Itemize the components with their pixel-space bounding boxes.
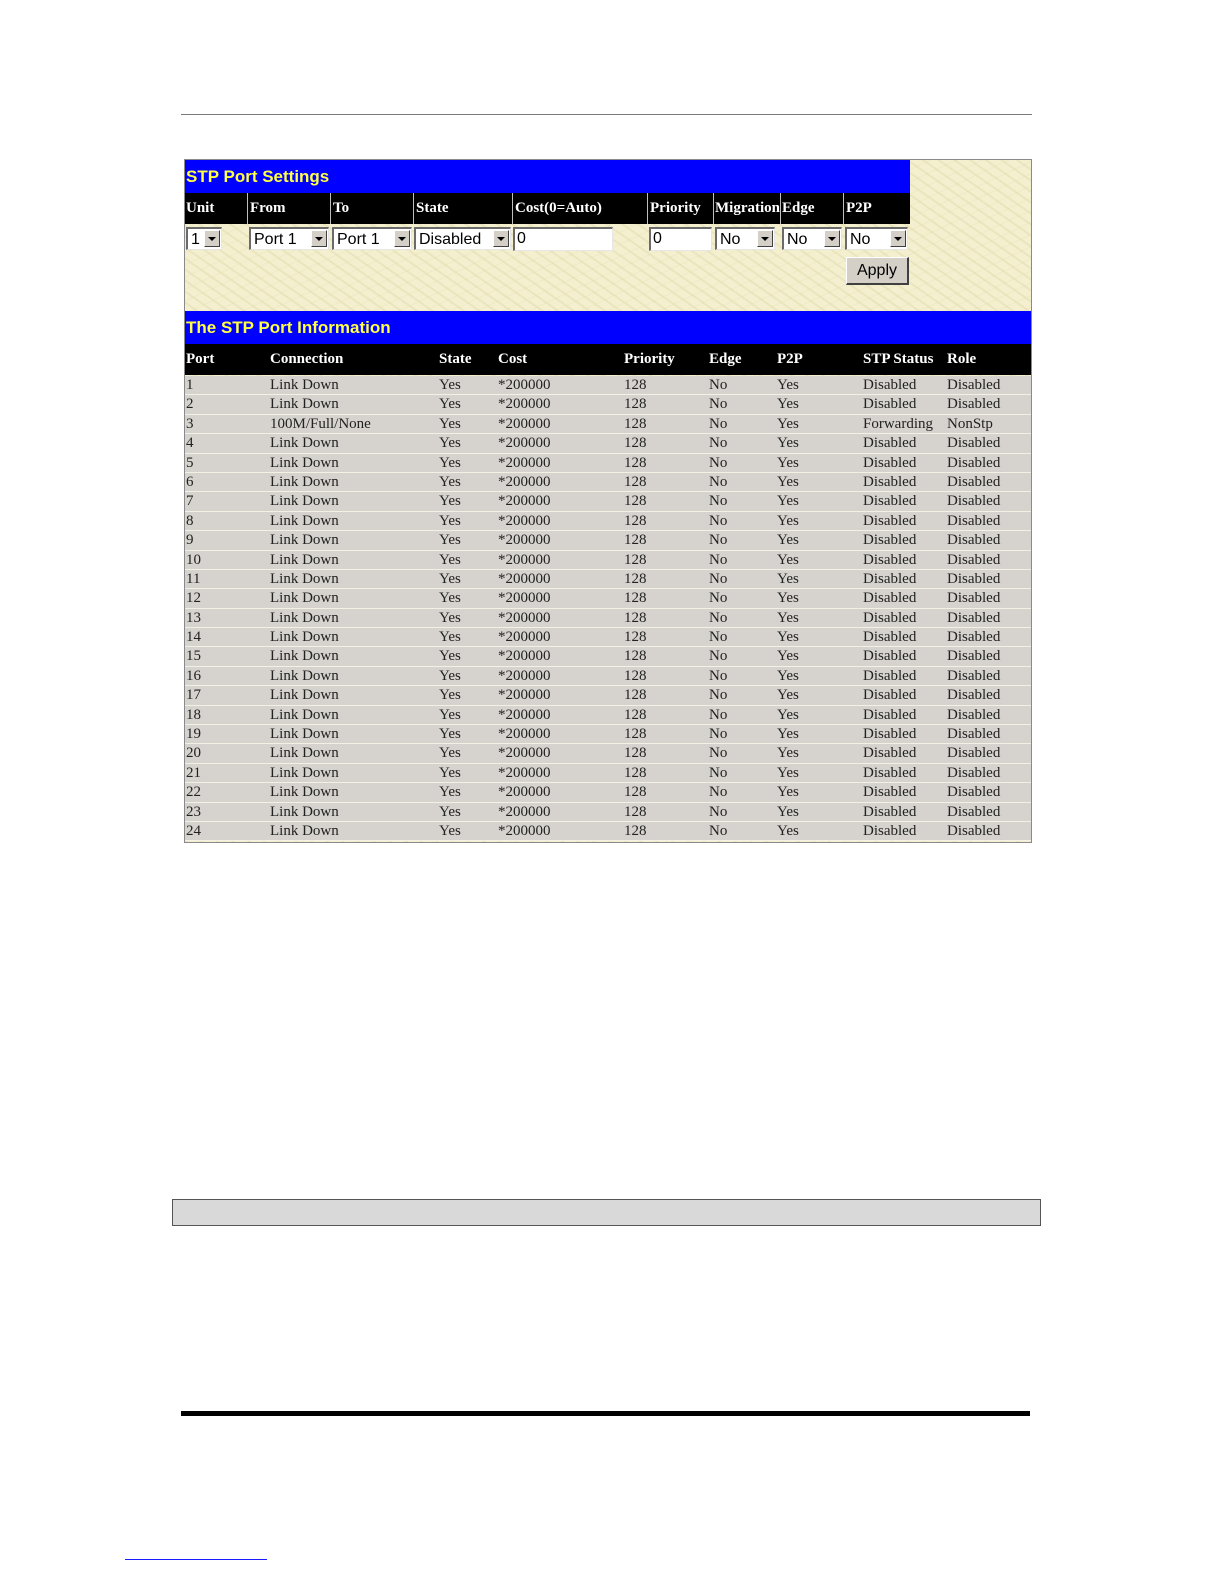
cell-role: Disabled <box>947 687 1001 704</box>
cell-state: Yes <box>439 377 461 393</box>
cell-stp-status: Disabled <box>863 435 917 452</box>
cell-state: Yes <box>439 706 461 723</box>
cell-p2p: Yes <box>777 396 799 413</box>
cell-p2p: Yes <box>777 415 799 432</box>
cell-connection: Link Down <box>270 609 339 626</box>
table-row <box>185 454 1031 473</box>
header-cost: Cost(0=Auto) <box>512 193 602 224</box>
cell-stp-status: Disabled <box>863 648 917 665</box>
cell-edge: No <box>709 454 728 471</box>
state-select[interactable] <box>414 227 511 250</box>
migration-value: No <box>720 231 741 248</box>
cell-edge: No <box>709 473 728 490</box>
cell-priority: 128 <box>624 415 647 432</box>
header-priority: Priority <box>624 351 675 367</box>
cell-port: 21 <box>186 764 201 781</box>
cell-port: 14 <box>186 629 201 646</box>
table-row <box>185 376 1031 395</box>
table-row <box>185 609 1031 628</box>
cell-cost: *200000 <box>498 745 551 762</box>
table-row <box>185 803 1031 822</box>
cell-stp-status: Disabled <box>863 745 917 762</box>
header-edge: Edge <box>780 193 815 224</box>
cell-port: 7 <box>186 493 194 510</box>
chevron-down-icon[interactable] <box>394 230 410 247</box>
cell-p2p: Yes <box>777 648 799 665</box>
cell-port: 22 <box>186 784 201 801</box>
cell-connection: Link Down <box>270 493 339 510</box>
cell-edge: No <box>709 706 728 723</box>
cell-connection: Link Down <box>270 473 339 490</box>
cell-role: Disabled <box>947 570 1001 587</box>
header-edge: Edge <box>709 351 742 367</box>
cell-role: Disabled <box>947 493 1001 510</box>
cell-edge: No <box>709 532 728 549</box>
table-row <box>185 531 1031 550</box>
header-from: From <box>247 193 286 224</box>
cell-connection: Link Down <box>270 687 339 704</box>
cell-edge: No <box>709 803 728 820</box>
cell-edge: No <box>709 493 728 510</box>
cell-connection: Link Down <box>270 551 339 568</box>
cell-stp-status: Disabled <box>863 726 917 743</box>
cell-p2p: Yes <box>777 687 799 704</box>
cell-p2p: Yes <box>777 493 799 510</box>
cell-state: Yes <box>439 784 461 801</box>
cell-p2p: Yes <box>777 532 799 549</box>
stp-port-information-title: The STP Port Information <box>185 311 1031 344</box>
cell-priority: 128 <box>624 551 647 568</box>
chevron-down-icon[interactable] <box>204 230 220 247</box>
cell-priority: 128 <box>624 745 647 762</box>
cell-priority: 128 <box>624 609 647 626</box>
cell-cost: *200000 <box>498 803 551 820</box>
cell-edge: No <box>709 512 728 529</box>
cell-port: 3 <box>186 415 194 432</box>
cell-p2p: Yes <box>777 609 799 626</box>
from-port-select[interactable] <box>249 227 329 250</box>
cell-connection: Link Down <box>270 726 339 743</box>
cell-priority: 128 <box>624 590 647 607</box>
header-connection: Connection <box>270 351 344 367</box>
cell-stp-status: Disabled <box>863 590 917 607</box>
cell-stp-status: Disabled <box>863 512 917 529</box>
cell-role: NonStp <box>947 415 993 432</box>
cell-p2p: Yes <box>777 512 799 529</box>
cell-port: 17 <box>186 687 201 704</box>
cell-p2p: Yes <box>777 803 799 820</box>
cell-p2p: Yes <box>777 764 799 781</box>
table-row <box>185 551 1031 570</box>
cell-port: 23 <box>186 803 201 820</box>
cell-cost: *200000 <box>498 377 551 393</box>
cell-priority: 128 <box>624 435 647 452</box>
chevron-down-icon[interactable] <box>757 230 773 247</box>
table-row <box>185 764 1031 783</box>
cell-edge: No <box>709 377 728 393</box>
cell-role: Disabled <box>947 609 1001 626</box>
cell-p2p: Yes <box>777 454 799 471</box>
cell-role: Disabled <box>947 532 1001 549</box>
cell-edge: No <box>709 396 728 413</box>
header-to: To <box>330 193 349 224</box>
table-row <box>185 822 1031 841</box>
table-row <box>185 647 1031 666</box>
cell-state: Yes <box>439 396 461 413</box>
cell-port: 1 <box>186 377 194 393</box>
cell-state: Yes <box>439 435 461 452</box>
cell-port: 16 <box>186 667 201 684</box>
cell-state: Yes <box>439 648 461 665</box>
state-value: Disabled <box>419 231 482 248</box>
cell-p2p: Yes <box>777 551 799 568</box>
cell-stp-status: Disabled <box>863 803 917 820</box>
cell-role: Disabled <box>947 473 1001 490</box>
cell-cost: *200000 <box>498 764 551 781</box>
cell-priority: 128 <box>624 803 647 820</box>
cell-cost: *200000 <box>498 396 551 413</box>
cell-stp-status: Disabled <box>863 377 917 393</box>
cell-role: Disabled <box>947 764 1001 781</box>
cell-priority: 128 <box>624 532 647 549</box>
cell-edge: No <box>709 609 728 626</box>
header-state: State <box>413 193 449 224</box>
cell-cost: *200000 <box>498 706 551 723</box>
table-row <box>185 492 1031 511</box>
priority-input[interactable]: 0 <box>649 227 712 251</box>
cell-edge: No <box>709 822 728 839</box>
cell-state: Yes <box>439 687 461 704</box>
table-row <box>185 628 1031 647</box>
cell-stp-status: Disabled <box>863 687 917 704</box>
cell-cost: *200000 <box>498 667 551 684</box>
cell-role: Disabled <box>947 745 1001 762</box>
cell-connection: Link Down <box>270 648 339 665</box>
cell-edge: No <box>709 435 728 452</box>
cell-state: Yes <box>439 454 461 471</box>
gray-bar <box>172 1199 1041 1226</box>
cell-connection: Link Down <box>270 396 339 413</box>
cell-state: Yes <box>439 803 461 820</box>
cell-edge: No <box>709 784 728 801</box>
table-row <box>185 667 1031 686</box>
cell-state: Yes <box>439 822 461 839</box>
header-state: State <box>439 351 472 367</box>
cell-connection: Link Down <box>270 377 339 393</box>
cell-cost: *200000 <box>498 629 551 646</box>
cell-stp-status: Forwarding <box>863 415 933 432</box>
cell-state: Yes <box>439 667 461 684</box>
p2p-select[interactable] <box>845 227 908 250</box>
cell-state: Yes <box>439 609 461 626</box>
cell-role: Disabled <box>947 784 1001 801</box>
cell-cost: *200000 <box>498 648 551 665</box>
cell-priority: 128 <box>624 687 647 704</box>
table-row <box>185 395 1031 414</box>
cell-p2p: Yes <box>777 667 799 684</box>
cell-cost: *200000 <box>498 726 551 743</box>
cell-connection: Link Down <box>270 706 339 723</box>
cell-cost: *200000 <box>498 435 551 452</box>
cell-port: 13 <box>186 609 201 626</box>
cell-connection: Link Down <box>270 512 339 529</box>
cell-priority: 128 <box>624 784 647 801</box>
cell-port: 10 <box>186 551 201 568</box>
cell-p2p: Yes <box>777 706 799 723</box>
settings-header-row <box>185 193 910 224</box>
cell-cost: *200000 <box>498 784 551 801</box>
cell-priority: 128 <box>624 667 647 684</box>
cell-p2p: Yes <box>777 745 799 762</box>
migration-select[interactable] <box>715 227 775 250</box>
info-header-row <box>185 344 1031 375</box>
table-row <box>185 589 1031 608</box>
cell-state: Yes <box>439 493 461 510</box>
table-row <box>185 512 1031 531</box>
cell-connection: Link Down <box>270 629 339 646</box>
header-port: Port <box>186 351 215 367</box>
cell-role: Disabled <box>947 435 1001 452</box>
cell-priority: 128 <box>624 512 647 529</box>
cell-port: 11 <box>186 570 201 587</box>
cell-cost: *200000 <box>498 822 551 839</box>
cell-stp-status: Disabled <box>863 706 917 723</box>
cell-edge: No <box>709 764 728 781</box>
table-row <box>185 473 1031 492</box>
p2p-value: No <box>850 231 871 248</box>
cell-priority: 128 <box>624 648 647 665</box>
cell-connection: Link Down <box>270 764 339 781</box>
cell-port: 18 <box>186 706 201 723</box>
header-unit: Unit <box>186 200 215 216</box>
cell-edge: No <box>709 590 728 607</box>
cell-p2p: Yes <box>777 570 799 587</box>
cell-port: 2 <box>186 396 194 413</box>
table-row <box>185 570 1031 589</box>
cell-connection: Link Down <box>270 532 339 549</box>
cell-priority: 128 <box>624 726 647 743</box>
cell-state: Yes <box>439 764 461 781</box>
chevron-down-icon[interactable] <box>824 230 840 247</box>
cell-port: 12 <box>186 590 201 607</box>
cell-stp-status: Disabled <box>863 532 917 549</box>
cell-stp-status: Disabled <box>863 551 917 568</box>
cell-port: 24 <box>186 822 201 839</box>
cell-p2p: Yes <box>777 629 799 646</box>
cell-state: Yes <box>439 590 461 607</box>
table-row <box>185 744 1031 763</box>
cell-connection: Link Down <box>270 745 339 762</box>
cell-cost: *200000 <box>498 551 551 568</box>
header-migration: Migration <box>713 193 780 224</box>
cell-cost: *200000 <box>498 532 551 549</box>
cell-edge: No <box>709 667 728 684</box>
cell-connection: Link Down <box>270 784 339 801</box>
cell-port: 20 <box>186 745 201 762</box>
cell-port: 8 <box>186 512 194 529</box>
cell-state: Yes <box>439 629 461 646</box>
cell-connection: Link Down <box>270 435 339 452</box>
chevron-down-icon[interactable] <box>311 230 327 247</box>
to-port-value: Port 1 <box>337 231 380 248</box>
cell-priority: 128 <box>624 570 647 587</box>
cell-state: Yes <box>439 551 461 568</box>
unit-select-value: 1 <box>191 231 200 248</box>
cell-priority: 128 <box>624 822 647 839</box>
cell-edge: No <box>709 415 728 432</box>
cell-connection: Link Down <box>270 667 339 684</box>
cell-cost: *200000 <box>498 454 551 471</box>
cell-state: Yes <box>439 570 461 587</box>
to-port-select[interactable] <box>332 227 412 250</box>
cell-state: Yes <box>439 415 461 432</box>
cell-role: Disabled <box>947 706 1001 723</box>
cell-role: Disabled <box>947 726 1001 743</box>
cell-port: 15 <box>186 648 201 665</box>
cell-stp-status: Disabled <box>863 454 917 471</box>
cell-port: 4 <box>186 435 194 452</box>
cell-role: Disabled <box>947 396 1001 413</box>
edge-select[interactable] <box>782 227 842 250</box>
cell-p2p: Yes <box>777 590 799 607</box>
cell-state: Yes <box>439 532 461 549</box>
cell-connection: Link Down <box>270 590 339 607</box>
cell-port: 19 <box>186 726 201 743</box>
header-p2p: P2P <box>843 193 872 224</box>
cell-priority: 128 <box>624 629 647 646</box>
chevron-down-icon[interactable] <box>890 230 906 247</box>
cell-edge: No <box>709 551 728 568</box>
cell-role: Disabled <box>947 512 1001 529</box>
footer-link-underline <box>125 1559 267 1560</box>
cell-role: Disabled <box>947 667 1001 684</box>
cell-role: Disabled <box>947 551 1001 568</box>
stp-port-table-body <box>185 376 1031 841</box>
table-row <box>185 725 1031 744</box>
cell-role: Disabled <box>947 648 1001 665</box>
cell-cost: *200000 <box>498 570 551 587</box>
stp-port-settings-title: STP Port Settings <box>185 160 910 193</box>
table-row <box>185 415 1031 434</box>
cell-edge: No <box>709 745 728 762</box>
cell-stp-status: Disabled <box>863 629 917 646</box>
cost-input[interactable]: 0 <box>513 227 613 251</box>
cell-stp-status: Disabled <box>863 493 917 510</box>
cell-p2p: Yes <box>777 784 799 801</box>
table-row <box>185 686 1031 705</box>
cell-role: Disabled <box>947 454 1001 471</box>
cell-edge: No <box>709 726 728 743</box>
cell-priority: 128 <box>624 493 647 510</box>
cell-role: Disabled <box>947 822 1001 839</box>
header-cost: Cost <box>498 351 528 367</box>
cell-stp-status: Disabled <box>863 822 917 839</box>
cell-stp-status: Disabled <box>863 784 917 801</box>
cell-state: Yes <box>439 473 461 490</box>
stp-panel <box>184 159 1032 843</box>
cell-edge: No <box>709 648 728 665</box>
cell-port: 5 <box>186 454 194 471</box>
cell-cost: *200000 <box>498 609 551 626</box>
chevron-down-icon[interactable] <box>493 230 509 247</box>
cell-priority: 128 <box>624 454 647 471</box>
cell-priority: 128 <box>624 473 647 490</box>
cell-edge: No <box>709 570 728 587</box>
cell-stp-status: Disabled <box>863 396 917 413</box>
table-row <box>185 706 1031 725</box>
cell-cost: *200000 <box>498 473 551 490</box>
cell-stp-status: Disabled <box>863 667 917 684</box>
cell-cost: *200000 <box>498 415 551 432</box>
bottom-divider <box>181 1411 1030 1416</box>
cell-p2p: Yes <box>777 726 799 743</box>
header-priority: Priority <box>647 193 701 224</box>
cell-cost: *200000 <box>498 512 551 529</box>
cell-state: Yes <box>439 726 461 743</box>
cell-connection: 100M/Full/None <box>270 415 371 432</box>
cell-p2p: Yes <box>777 435 799 452</box>
cell-stp-status: Disabled <box>863 764 917 781</box>
header-role: Role <box>947 351 977 367</box>
cell-p2p: Yes <box>777 377 799 393</box>
cell-priority: 128 <box>624 377 647 393</box>
cell-port: 6 <box>186 473 194 490</box>
cell-priority: 128 <box>624 764 647 781</box>
cell-p2p: Yes <box>777 822 799 839</box>
cell-stp-status: Disabled <box>863 473 917 490</box>
cell-stp-status: Disabled <box>863 609 917 626</box>
cell-cost: *200000 <box>498 687 551 704</box>
cell-role: Disabled <box>947 377 1001 393</box>
cell-role: Disabled <box>947 803 1001 820</box>
cell-edge: No <box>709 629 728 646</box>
cell-connection: Link Down <box>270 803 339 820</box>
cell-stp-status: Disabled <box>863 570 917 587</box>
cell-cost: *200000 <box>498 493 551 510</box>
table-row <box>185 434 1031 453</box>
from-port-value: Port 1 <box>254 231 297 248</box>
header-p2p: P2P <box>777 351 803 367</box>
top-divider <box>181 114 1032 115</box>
header-stp-status: STP Status <box>863 351 934 367</box>
cell-connection: Link Down <box>270 454 339 471</box>
cell-priority: 128 <box>624 396 647 413</box>
cell-role: Disabled <box>947 590 1001 607</box>
cell-connection: Link Down <box>270 570 339 587</box>
edge-value: No <box>787 231 808 248</box>
apply-button[interactable]: Apply <box>846 257 909 285</box>
cell-edge: No <box>709 687 728 704</box>
cell-port: 9 <box>186 532 194 549</box>
cell-state: Yes <box>439 512 461 529</box>
cell-p2p: Yes <box>777 473 799 490</box>
cell-state: Yes <box>439 745 461 762</box>
cell-connection: Link Down <box>270 822 339 839</box>
cell-cost: *200000 <box>498 590 551 607</box>
cell-role: Disabled <box>947 629 1001 646</box>
cell-priority: 128 <box>624 706 647 723</box>
table-row <box>185 783 1031 802</box>
unit-select[interactable] <box>186 227 222 250</box>
